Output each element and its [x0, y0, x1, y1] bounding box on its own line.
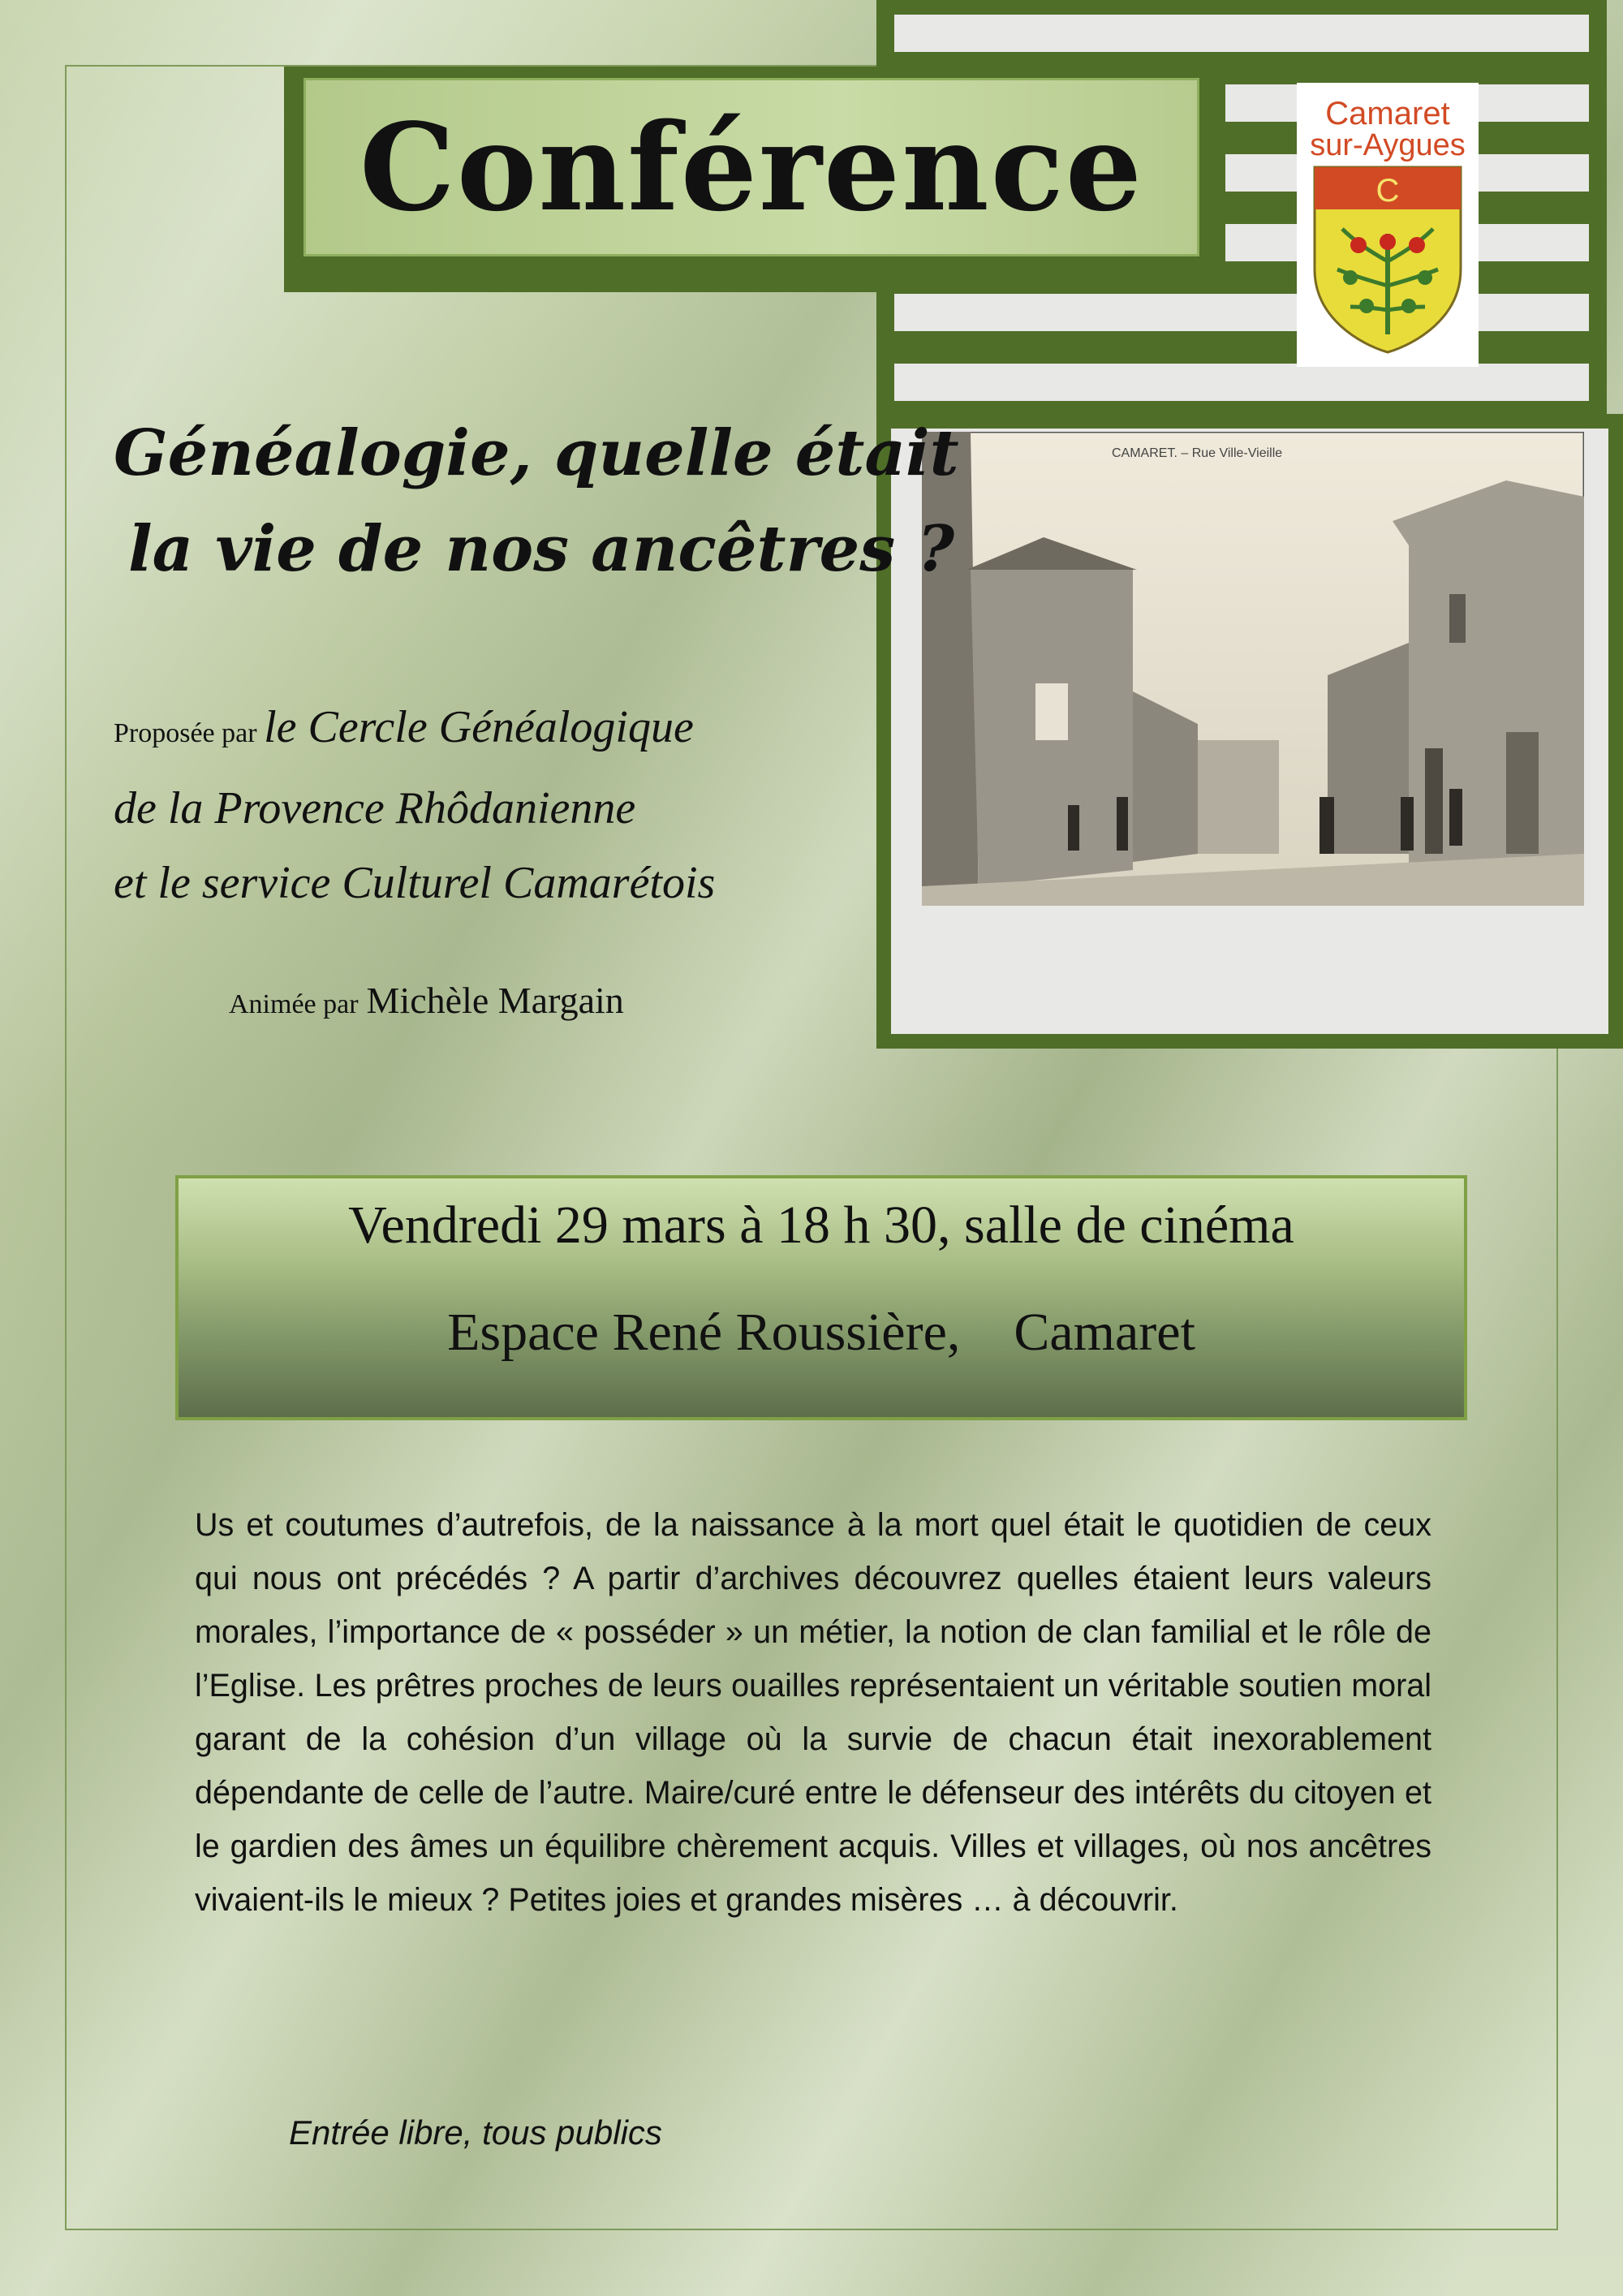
shield-icon — [1310, 164, 1466, 355]
event-details-box — [175, 1175, 1467, 1420]
event-location: Espace René Roussière, Camaret — [447, 1303, 1195, 1362]
organizers — [114, 690, 715, 920]
organizer-line2: de la Provence Rhôdanienne — [114, 783, 636, 834]
presenter — [229, 979, 624, 1022]
photo-caption: CAMARET. – Rue Ville-Vieille — [1112, 446, 1283, 460]
shield-letter: C — [1375, 173, 1400, 209]
title-banner — [284, 67, 1225, 292]
page-title: Conférence — [359, 97, 1143, 238]
subtitle-line1: Généalogie, quelle était — [114, 416, 959, 490]
logo-line2: sur-Aygues — [1310, 128, 1466, 162]
logo-line1: Camaret — [1325, 96, 1450, 131]
event-description: Us et coutumes d’autrefois, de la naissance à la mort quel était le quotidien de ceux qui nous ont précédés ? A partir d’archives découvrez quelles étaient leurs valeurs morales, l’importance de « posséder » un métier, la notion de clan familial et le rôle de l’Eglise. Les prêtres proches de leurs ouailles représentaient un véritable soutien moral garant de la cohésion d’un village où la survie de chacun était inexorablement dépendante de celle de l’autre. Maire/curé entre le défenseur des intérêts du citoyen et le gardien des âmes un équilibre chèrement acquis. Villes et villages, où nos ancêtres vivaient-ils le mieux ? Petites joies et grandes misères … à découvrir. — [195, 1507, 1431, 1918]
event-date: Vendredi 29 mars à 18 h 30, salle de cinéma — [348, 1195, 1294, 1255]
town-logo — [1297, 83, 1479, 367]
organizers-prefix: Proposée par — [114, 718, 257, 748]
admission-note: Entrée libre, tous publics — [289, 2113, 662, 2152]
organizer-line1: le Cercle Généalogique — [264, 702, 694, 752]
presenter-name: Michèle Margain — [366, 980, 624, 1021]
presenter-prefix: Animée par — [229, 989, 359, 1019]
subtitle-line2: la vie de nos ancêtres ? — [128, 512, 955, 586]
old-street-photo — [922, 432, 1584, 906]
organizer-line3: et le service Culturel Camarétois — [114, 858, 716, 908]
conference-subtitle — [114, 406, 959, 597]
